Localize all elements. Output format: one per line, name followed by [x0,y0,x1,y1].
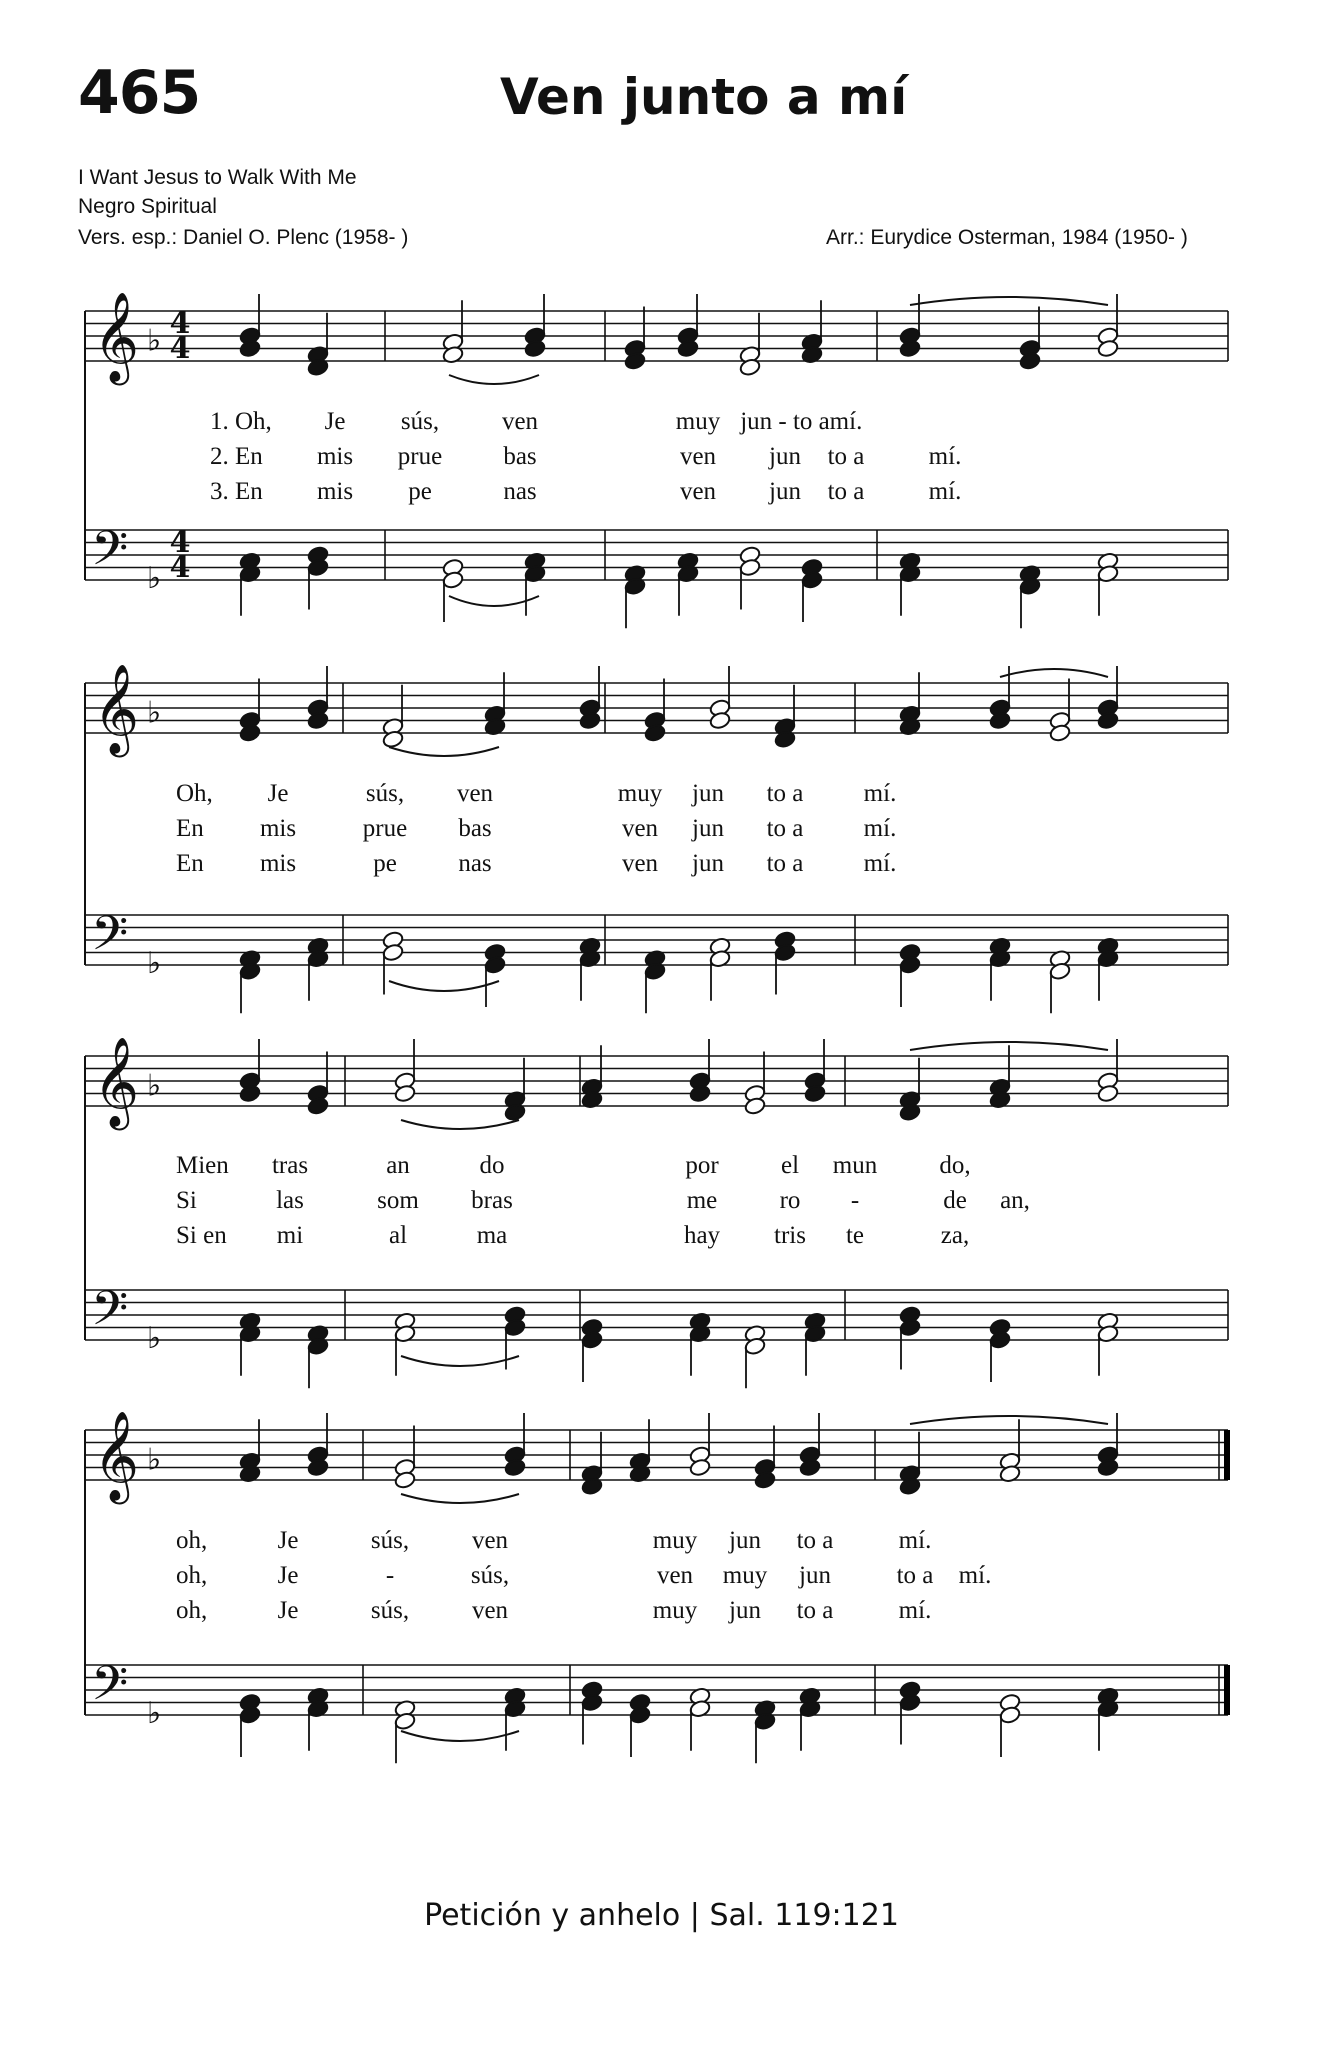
lyric-syllable: an [386,1152,410,1179]
lyric-syllable: prue [397,443,443,470]
lyric-syllable: En [176,850,204,877]
lyric-syllable: mí. [898,1527,932,1554]
lyric-syllable: do [479,1152,505,1179]
lyric-syllable: mí. [928,443,962,470]
lyric-syllable: mí. [829,408,863,435]
lyric-syllable: jun [692,815,724,842]
original-title: I Want Jesus to Walk With Me [78,166,357,189]
lyric-syllable: 3. En [210,478,263,505]
lyric-syllable: Je [324,408,346,435]
lyric-syllable: Je [277,1597,299,1624]
footer-separator: | [689,1898,700,1933]
final-barline-thick [1224,1430,1230,1480]
lyric-syllable: ro [779,1187,801,1214]
tie [401,1494,519,1503]
flat-key-signature-icon: ♭ [147,695,162,731]
lyric-syllable: por [685,1152,719,1179]
time-signature-top: 4 [169,306,191,341]
spanish-version-credit: Vers. esp.: Daniel O. Plenc (1958- ) [78,226,409,249]
lyric-syllable: mí. [898,1597,932,1624]
lyric-syllable: oh, [176,1527,208,1554]
treble-clef-icon: 𝄞 [93,292,140,382]
lyric-syllable: muy [652,1527,698,1554]
lyric-syllable: muy [652,1597,698,1624]
lyric-syllable: el [780,1152,800,1179]
lyric-syllable: ven [456,780,494,807]
lyric-syllable: to a [796,1597,834,1624]
lyric-syllable: jun [692,850,724,877]
lyric-syllable: ven [471,1597,509,1624]
lyric-syllable: ven [679,478,717,505]
lyric-syllable: to a [766,815,804,842]
lyric-syllable: hay [683,1222,721,1249]
lyric-syllable: mí. [928,478,962,505]
lyric-syllable: mi [276,1222,304,1249]
lyric-syllable: ven [679,443,717,470]
hymn-title: Ven junto a mí [500,68,908,126]
lyric-syllable: te [845,1222,865,1249]
lyric-syllable: - [385,1562,395,1589]
lyric-syllable: sús, [365,780,405,807]
lyric-syllable: za, [940,1222,970,1249]
lyric-syllable: 2. En [210,443,263,470]
lyric-syllable: jun [729,1597,761,1624]
hymn-number: 465 [78,58,201,128]
tie [910,297,1108,305]
lyric-syllable: jun [692,780,724,807]
lyric-syllable: to a [766,850,804,877]
lyric-syllable: mí. [863,815,897,842]
lyric-syllable: Je [277,1527,299,1554]
lyric-syllable: Si en [176,1222,227,1249]
lyric-syllable: to a [896,1562,934,1589]
lyric-syllable: Je [277,1562,299,1589]
lyric-syllable: to a [766,780,804,807]
lyric-syllable: mí. [958,1562,992,1589]
lyric-syllable: do, [939,1152,971,1179]
lyric-syllable: las [276,1187,304,1214]
time-signature-bottom: 4 [169,550,191,585]
lyric-syllable: bras [471,1187,513,1214]
treble-clef-icon: 𝄞 [93,1411,140,1501]
flat-key-signature-icon: ♭ [147,323,162,359]
footer [0,1898,1323,1933]
lyric-syllable: som [377,1187,419,1214]
lyric-syllable: pe [373,850,397,877]
tie [910,1416,1108,1424]
lyric-syllable: tris [774,1222,806,1249]
lyric-syllable: En [176,815,204,842]
lyric-syllable: sús, [470,1562,510,1589]
lyric-syllable: me [686,1187,718,1214]
lyric-syllable: de [943,1187,967,1214]
flat-key-signature-icon: ♭ [147,561,162,596]
bass-clef-icon: 𝄢 [91,520,129,588]
time-signature-bottom: 4 [169,331,191,366]
lyric-syllable: Mien [176,1152,229,1179]
lyric-syllable: sús, [370,1527,410,1554]
lyric-syllable: 1. Oh, [210,408,272,435]
lyric-syllable: oh, [176,1597,208,1624]
tie [401,1120,519,1129]
treble-clef-icon: 𝄞 [93,664,140,754]
lyric-syllable: mí. [863,780,897,807]
lyric-syllable: ven [621,850,659,877]
source: Negro Spiritual [78,195,217,218]
lyric-syllable: ven [471,1527,509,1554]
lyric-syllable: jun [799,1562,831,1589]
tie [449,375,539,384]
lyric-syllable: ven [621,815,659,842]
lyric-syllable: Oh, [176,780,213,807]
lyric-syllable: jun [769,443,801,470]
lyric-syllable: pe [408,478,432,505]
arrangement-credit: Arr.: Eurydice Osterman, 1984 (1950- ) [826,226,1188,249]
lyric-syllable: to a [827,478,865,505]
flat-key-signature-icon: ♭ [147,1442,162,1478]
lyric-syllable: muy [617,780,663,807]
lyric-syllable: muy [722,1562,768,1589]
tie [389,747,499,756]
lyric-syllable: mis [259,815,297,842]
lyric-syllable: Si [176,1187,197,1214]
treble-clef-icon: 𝄞 [93,1037,140,1127]
lyric-syllable: mí. [863,850,897,877]
lyric-syllable: mis [316,443,354,470]
time-signature-top: 4 [169,525,191,560]
lyric-syllable: sús, [370,1597,410,1624]
lyric-syllable: ven [656,1562,694,1589]
lyric-syllable: to a [796,1527,834,1554]
lyric-syllable: jun [729,1527,761,1554]
lyric-syllable: jun - to a [740,408,830,435]
flat-key-signature-icon: ♭ [147,1068,162,1104]
bass-clef-icon: 𝄢 [91,1655,129,1723]
lyric-syllable: ma [476,1222,508,1249]
lyric-syllable: tras [271,1152,309,1179]
lyric-syllable: prue [362,815,408,842]
footer-reference: Sal. 119:121 [709,1898,899,1933]
tie [389,981,499,991]
lyric-syllable: sús, [400,408,440,435]
lyric-syllable: bas [458,815,492,842]
lyric-syllable: Je [267,780,289,807]
lyric-syllable: mis [316,478,354,505]
flat-key-signature-icon: ♭ [147,946,162,981]
lyric-syllable: an, [1000,1187,1030,1214]
tie [401,1731,519,1741]
lyric-syllable: nas [503,478,537,505]
lyric-syllable: oh, [176,1562,208,1589]
bass-clef-icon: 𝄢 [91,1280,129,1348]
flat-key-signature-icon: ♭ [147,1696,162,1731]
lyric-syllable: muy [675,408,721,435]
final-barline-thick [1224,1665,1230,1715]
bass-clef-icon: 𝄢 [91,905,129,973]
lyric-syllable: ven [501,408,539,435]
lyric-syllable: bas [503,443,537,470]
footer-topic: Petición y anhelo [424,1898,681,1933]
tie [401,1356,519,1366]
lyric-syllable: mis [259,850,297,877]
lyric-syllable: nas [458,850,492,877]
tie [1000,669,1108,677]
flat-key-signature-icon: ♭ [147,1321,162,1356]
lyric-syllable: to a [827,443,865,470]
lyric-syllable: mun [832,1152,878,1179]
lyric-syllable: - [850,1187,860,1214]
lyric-syllable: jun [769,478,801,505]
lyric-syllable: al [388,1222,408,1249]
